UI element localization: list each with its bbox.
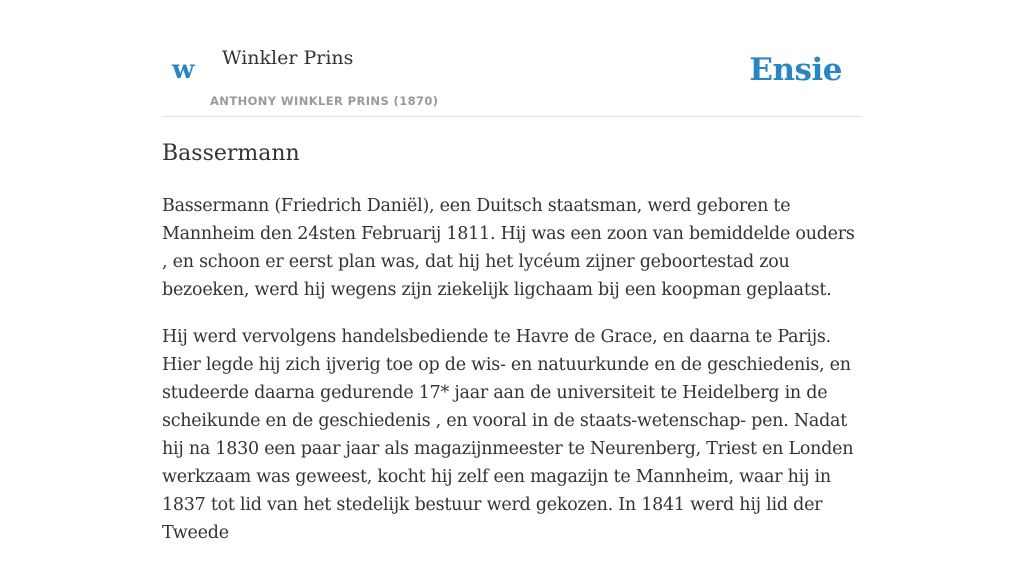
article-paragraph: Bassermann (Friedrich Daniël), een Duitsch staatsman, werd geboren te Mannheim den 24sten Februarij 1811. Hij was een zoon van bemiddelde ouders , en schoon er eerst plan was, dat hij het lycéum zijner geboortestad zou bezoeken, werd hij wegens zijn ziekelijk ligchaam bij een koopman geplaatst. [162, 196, 855, 300]
article-title: Bassermann [162, 141, 300, 166]
source-author: ANTHONY WINKLER PRINS (1870) [210, 94, 439, 108]
page [162, 0, 862, 543]
source-name-link[interactable]: Winkler Prins [222, 47, 354, 69]
site-header [162, 0, 862, 117]
ensie-logo[interactable]: Ensie [749, 52, 842, 88]
winkler-prins-logo[interactable]: w [172, 55, 195, 85]
article-paragraph: Hij werd vervolgens handelsbediende te Havre de Grace, en daarna te Parijs. Hier legde hij zich ijverig toe op de wis- en natuurkunde en de geschiedenis, en studeerde daarna gedurende 17* jaar aan de universiteit te Heidelberg in de scheikunde en de geschiedenis , en vooral in de staats-wetenschap- pen. Nadat hij na 1830 een paar jaar als magazijnmeester te Neurenberg, Triest en Londen werkzaam was geweest, kocht hij zelf een magazijn te Mannheim, waar hij in 1837 tot lid van het stedelijk bestuur werd gekozen. In 1841 werd hij lid der Tweede [162, 327, 854, 543]
article-body [162, 192, 862, 566]
